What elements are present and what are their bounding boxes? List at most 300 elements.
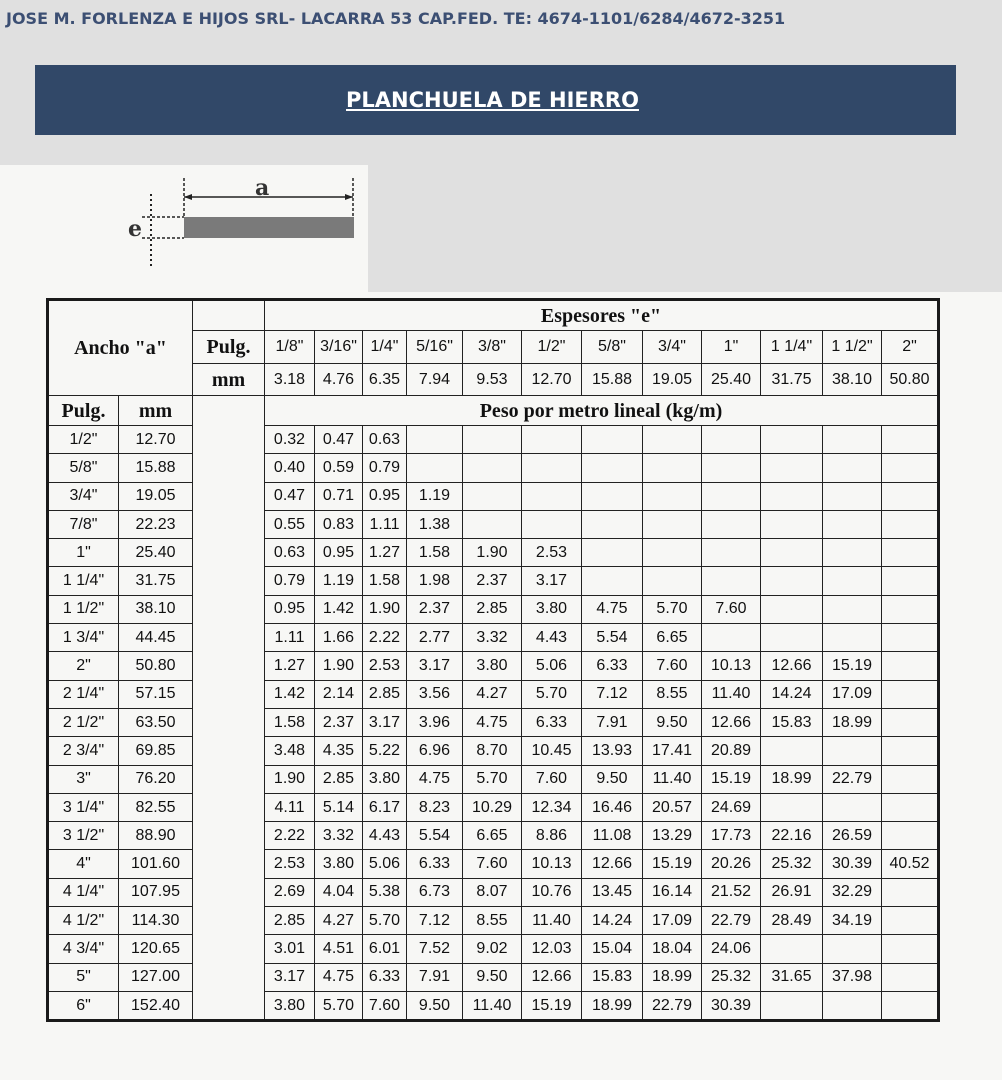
table-row — [48, 822, 939, 850]
weight-cell: 2.69 — [265, 878, 315, 906]
weight-cell — [702, 567, 761, 595]
weight-cell: 7.91 — [582, 708, 643, 736]
width-mm-cell: 107.95 — [119, 878, 193, 906]
weight-cell: 3.80 — [463, 652, 522, 680]
peso-header: Peso por metro lineal (kg/m) — [265, 396, 939, 426]
weight-cell: 14.24 — [761, 680, 823, 708]
weight-cell — [582, 426, 643, 454]
weight-cell — [882, 963, 939, 991]
pulg-label: Pulg. — [193, 331, 265, 364]
weight-cell: 1.90 — [463, 539, 522, 567]
weight-cell: 6.65 — [463, 822, 522, 850]
weight-cell: 8.70 — [463, 737, 522, 765]
weight-cell — [882, 567, 939, 595]
weight-cell: 22.79 — [823, 765, 882, 793]
weight-cell: 20.57 — [643, 793, 702, 821]
weight-cell: 11.40 — [702, 680, 761, 708]
weight-cell — [882, 878, 939, 906]
weight-cell — [823, 454, 882, 482]
width-pulg-cell: 3/4" — [48, 482, 119, 510]
weight-cell: 6.96 — [407, 737, 463, 765]
weight-cell: 18.99 — [761, 765, 823, 793]
width-pulg-cell: 5" — [48, 963, 119, 991]
weight-cell: 3.96 — [407, 708, 463, 736]
weight-cell: 13.45 — [582, 878, 643, 906]
weight-cell: 14.24 — [582, 907, 643, 935]
width-pulg-cell: 4 1/2" — [48, 907, 119, 935]
weight-cell: 2.37 — [407, 595, 463, 623]
weight-cell: 12.66 — [582, 850, 643, 878]
width-mm-cell: 22.23 — [119, 510, 193, 538]
weight-cell: 1.98 — [407, 567, 463, 595]
table-row — [48, 539, 939, 567]
weight-cell: 1.19 — [315, 567, 363, 595]
width-pulg-cell: 4 1/4" — [48, 878, 119, 906]
weight-cell: 1.90 — [265, 765, 315, 793]
weight-cell — [761, 935, 823, 963]
weight-cell — [882, 539, 939, 567]
weight-cell: 2.85 — [265, 907, 315, 935]
weight-cell — [882, 652, 939, 680]
weight-cell: 4.75 — [463, 708, 522, 736]
weight-cell: 2.53 — [363, 652, 407, 680]
width-mm-cell: 38.10 — [119, 595, 193, 623]
weight-cell: 8.07 — [463, 878, 522, 906]
weight-cell: 1.27 — [265, 652, 315, 680]
weight-cell — [702, 426, 761, 454]
weight-cell: 2.85 — [463, 595, 522, 623]
table-row — [48, 878, 939, 906]
weight-cell: 4.27 — [315, 907, 363, 935]
width-mm-cell: 44.45 — [119, 624, 193, 652]
weight-cell: 21.52 — [702, 878, 761, 906]
weight-cell — [582, 510, 643, 538]
weight-cell: 12.66 — [702, 708, 761, 736]
weight-cell: 3.32 — [315, 822, 363, 850]
weight-cell: 15.04 — [582, 935, 643, 963]
weight-cell: 22.79 — [702, 907, 761, 935]
width-mm-cell: 76.20 — [119, 765, 193, 793]
table-row — [48, 708, 939, 736]
weight-cell: 3.01 — [265, 935, 315, 963]
thickness-pulg-cell: 1/2" — [522, 331, 582, 364]
weight-cell — [522, 426, 582, 454]
weight-cell: 13.29 — [643, 822, 702, 850]
weight-cell: 0.79 — [363, 454, 407, 482]
table-row — [48, 737, 939, 765]
weight-cell: 1.42 — [265, 680, 315, 708]
weight-cell: 37.98 — [823, 963, 882, 991]
thickness-pulg-cell: 2" — [882, 331, 939, 364]
width-mm-cell: 19.05 — [119, 482, 193, 510]
width-pulg-cell: 1/2" — [48, 426, 119, 454]
width-mm-cell: 15.88 — [119, 454, 193, 482]
weight-cell: 6.33 — [582, 652, 643, 680]
weight-cell: 26.59 — [823, 822, 882, 850]
width-pulg-cell: 2 1/2" — [48, 708, 119, 736]
thickness-pulg-cell: 1/4" — [363, 331, 407, 364]
col-mm-header: mm — [119, 396, 193, 426]
weight-cell — [882, 510, 939, 538]
thickness-pulg-cell: 1 1/2" — [823, 331, 882, 364]
weight-cell — [463, 426, 522, 454]
weight-cell: 7.60 — [643, 652, 702, 680]
width-mm-cell: 63.50 — [119, 708, 193, 736]
weight-cell — [643, 539, 702, 567]
weight-cell — [761, 624, 823, 652]
weight-cell: 0.95 — [265, 595, 315, 623]
weight-cell — [643, 454, 702, 482]
weight-cell: 2.85 — [315, 765, 363, 793]
weight-cell: 2.85 — [363, 680, 407, 708]
weight-cell: 3.17 — [407, 652, 463, 680]
weight-cell: 9.50 — [643, 708, 702, 736]
weight-cell — [882, 426, 939, 454]
weight-cell — [761, 595, 823, 623]
ancho-header: Ancho "a" — [48, 300, 193, 396]
width-mm-cell: 12.70 — [119, 426, 193, 454]
thickness-mm-cell: 7.94 — [407, 364, 463, 396]
weight-cell: 1.58 — [265, 708, 315, 736]
weight-cell: 2.22 — [363, 624, 407, 652]
weight-cell — [463, 454, 522, 482]
weight-cell — [582, 539, 643, 567]
mm-label: mm — [193, 364, 265, 396]
title-banner — [35, 65, 956, 135]
weight-cell: 2.37 — [463, 567, 522, 595]
weight-cell — [761, 991, 823, 1020]
weight-cell: 20.89 — [702, 737, 761, 765]
col-pulg-header: Pulg. — [48, 396, 119, 426]
weight-cell — [882, 765, 939, 793]
weight-cell: 7.60 — [463, 850, 522, 878]
weight-cell — [522, 482, 582, 510]
table-row — [48, 567, 939, 595]
width-mm-cell: 82.55 — [119, 793, 193, 821]
weight-cell: 18.99 — [823, 708, 882, 736]
width-pulg-cell: 3 1/2" — [48, 822, 119, 850]
weight-cell: 5.70 — [463, 765, 522, 793]
thickness-mm-cell: 4.76 — [315, 364, 363, 396]
weight-cell: 28.49 — [761, 907, 823, 935]
weight-cell: 1.42 — [315, 595, 363, 623]
table-row — [48, 935, 939, 963]
weight-cell: 7.12 — [582, 680, 643, 708]
weight-cell: 5.54 — [407, 822, 463, 850]
weight-cell — [761, 567, 823, 595]
weight-cell — [882, 624, 939, 652]
weight-cell: 5.06 — [363, 850, 407, 878]
weight-cell: 1.11 — [363, 510, 407, 538]
weight-cell: 9.02 — [463, 935, 522, 963]
label-e: e — [128, 216, 142, 242]
weight-cell — [582, 454, 643, 482]
table-row — [48, 510, 939, 538]
width-pulg-cell: 4" — [48, 850, 119, 878]
weight-cell — [522, 454, 582, 482]
weight-cell: 3.80 — [522, 595, 582, 623]
width-mm-cell: 120.65 — [119, 935, 193, 963]
weight-cell — [882, 595, 939, 623]
weight-cell — [702, 539, 761, 567]
blank-column — [193, 396, 265, 1021]
weight-cell: 15.19 — [522, 991, 582, 1020]
weight-cell: 17.09 — [643, 907, 702, 935]
weight-cell — [643, 482, 702, 510]
weight-cell: 18.99 — [582, 991, 643, 1020]
table-row — [48, 963, 939, 991]
width-pulg-cell: 5/8" — [48, 454, 119, 482]
thickness-mm-cell: 3.18 — [265, 364, 315, 396]
weight-cell: 15.83 — [582, 963, 643, 991]
weight-cell: 5.70 — [363, 907, 407, 935]
table-row — [48, 454, 939, 482]
width-mm-cell: 88.90 — [119, 822, 193, 850]
weight-cell: 1.27 — [363, 539, 407, 567]
weight-cell — [407, 454, 463, 482]
table-row — [48, 680, 939, 708]
weight-cell: 17.73 — [702, 822, 761, 850]
weight-cell: 0.83 — [315, 510, 363, 538]
weight-cell — [823, 737, 882, 765]
table-row — [48, 765, 939, 793]
weight-cell: 10.29 — [463, 793, 522, 821]
weight-cell: 12.66 — [522, 963, 582, 991]
table-row — [48, 482, 939, 510]
weight-cell: 0.63 — [265, 539, 315, 567]
weight-cell: 0.79 — [265, 567, 315, 595]
width-mm-cell: 101.60 — [119, 850, 193, 878]
weight-cell: 4.04 — [315, 878, 363, 906]
weight-cell — [882, 907, 939, 935]
weight-cell: 15.19 — [643, 850, 702, 878]
weight-cell — [702, 482, 761, 510]
espesores-header: Espesores "e" — [265, 300, 939, 331]
thickness-mm-cell: 12.70 — [522, 364, 582, 396]
weight-cell: 0.47 — [265, 482, 315, 510]
width-pulg-cell: 1" — [48, 539, 119, 567]
weight-cell — [882, 822, 939, 850]
weight-cell: 15.19 — [823, 652, 882, 680]
width-pulg-cell: 2" — [48, 652, 119, 680]
page-title: PLANCHUELA DE HIERRO — [346, 88, 639, 112]
table-row — [48, 624, 939, 652]
weight-cell: 0.95 — [315, 539, 363, 567]
table-row — [48, 426, 939, 454]
weight-cell: 4.11 — [265, 793, 315, 821]
weight-cell — [882, 680, 939, 708]
company-header: JOSE M. FORLENZA E HIJOS SRL- LACARRA 53 CAP.FED. TE: 4674-1101/6284/4672-3251 — [6, 9, 786, 28]
weight-cell: 3.17 — [363, 708, 407, 736]
thickness-mm-cell: 31.75 — [761, 364, 823, 396]
weight-cell — [823, 935, 882, 963]
weight-cell: 7.91 — [407, 963, 463, 991]
weight-cell: 1.19 — [407, 482, 463, 510]
thickness-pulg-cell: 1 1/4" — [761, 331, 823, 364]
weight-cell: 30.39 — [823, 850, 882, 878]
width-pulg-cell: 1 1/4" — [48, 567, 119, 595]
weight-cell: 0.71 — [315, 482, 363, 510]
weight-cell: 15.19 — [702, 765, 761, 793]
weight-cell: 6.33 — [363, 963, 407, 991]
weight-cell: 3.32 — [463, 624, 522, 652]
weight-cell — [761, 426, 823, 454]
weight-cell: 2.22 — [265, 822, 315, 850]
weight-cell: 18.04 — [643, 935, 702, 963]
weight-cell: 26.91 — [761, 878, 823, 906]
weight-cell: 9.50 — [582, 765, 643, 793]
thickness-pulg-cell: 1/8" — [265, 331, 315, 364]
weight-cell: 24.06 — [702, 935, 761, 963]
weight-cell: 18.99 — [643, 963, 702, 991]
table-row — [48, 595, 939, 623]
weight-cell: 5.70 — [315, 991, 363, 1020]
weight-cell: 3.17 — [265, 963, 315, 991]
weight-cell — [823, 595, 882, 623]
weight-cell: 6.73 — [407, 878, 463, 906]
thickness-mm-cell: 15.88 — [582, 364, 643, 396]
weight-cell: 3.17 — [522, 567, 582, 595]
width-pulg-cell: 2 3/4" — [48, 737, 119, 765]
weight-cell: 0.55 — [265, 510, 315, 538]
weight-cell — [882, 482, 939, 510]
weight-cell — [823, 567, 882, 595]
weight-cell: 11.40 — [643, 765, 702, 793]
weight-cell: 31.65 — [761, 963, 823, 991]
weight-cell: 6.17 — [363, 793, 407, 821]
weight-cell: 4.51 — [315, 935, 363, 963]
table-row — [48, 907, 939, 935]
width-mm-cell: 57.15 — [119, 680, 193, 708]
thickness-pulg-cell: 5/8" — [582, 331, 643, 364]
weight-cell: 5.54 — [582, 624, 643, 652]
weight-cell: 10.76 — [522, 878, 582, 906]
width-mm-cell: 25.40 — [119, 539, 193, 567]
weight-cell: 7.12 — [407, 907, 463, 935]
weight-cell: 4.43 — [522, 624, 582, 652]
thickness-pulg-cell: 1" — [702, 331, 761, 364]
weight-cell: 6.65 — [643, 624, 702, 652]
weight-cell: 11.40 — [463, 991, 522, 1020]
weight-cell: 8.23 — [407, 793, 463, 821]
background-panel — [368, 165, 1002, 292]
weight-cell: 11.40 — [522, 907, 582, 935]
corner-cell — [193, 300, 265, 331]
weight-cell — [882, 991, 939, 1020]
thickness-mm-cell: 19.05 — [643, 364, 702, 396]
weight-cell: 6.01 — [363, 935, 407, 963]
table-row — [48, 850, 939, 878]
weight-cell — [823, 991, 882, 1020]
thickness-pulg-cell: 3/4" — [643, 331, 702, 364]
weight-cell: 1.38 — [407, 510, 463, 538]
weight-cell: 5.70 — [643, 595, 702, 623]
weight-cell — [882, 935, 939, 963]
weight-cell: 8.55 — [643, 680, 702, 708]
weight-cell: 4.43 — [363, 822, 407, 850]
weight-cell — [761, 793, 823, 821]
weight-cell: 1.58 — [407, 539, 463, 567]
width-pulg-cell: 1 3/4" — [48, 624, 119, 652]
weight-cell: 12.34 — [522, 793, 582, 821]
table-row — [48, 793, 939, 821]
width-pulg-cell: 6" — [48, 991, 119, 1020]
weight-cell — [823, 426, 882, 454]
weight-cell: 30.39 — [702, 991, 761, 1020]
weight-cell: 2.77 — [407, 624, 463, 652]
weight-cell: 1.58 — [363, 567, 407, 595]
weight-cell — [761, 510, 823, 538]
weight-cell — [643, 510, 702, 538]
weight-cell — [761, 539, 823, 567]
width-mm-cell: 31.75 — [119, 567, 193, 595]
weight-cell — [463, 482, 522, 510]
weight-cell — [761, 737, 823, 765]
weight-cell — [882, 708, 939, 736]
weight-cell: 2.14 — [315, 680, 363, 708]
width-mm-cell: 152.40 — [119, 991, 193, 1020]
weight-cell: 40.52 — [882, 850, 939, 878]
weight-cell: 10.13 — [522, 850, 582, 878]
weight-cell: 4.75 — [582, 595, 643, 623]
weight-cell: 13.93 — [582, 737, 643, 765]
thickness-mm-cell: 38.10 — [823, 364, 882, 396]
weight-cell: 8.55 — [463, 907, 522, 935]
weight-cell: 10.13 — [702, 652, 761, 680]
weight-cell: 0.95 — [363, 482, 407, 510]
thickness-pulg-cell: 3/16" — [315, 331, 363, 364]
weight-cell: 0.40 — [265, 454, 315, 482]
weight-cell: 4.27 — [463, 680, 522, 708]
width-mm-cell: 127.00 — [119, 963, 193, 991]
width-pulg-cell: 2 1/4" — [48, 680, 119, 708]
weight-cell: 4.75 — [315, 963, 363, 991]
weight-cell: 6.33 — [407, 850, 463, 878]
weight-cell: 11.08 — [582, 822, 643, 850]
weight-cell: 12.03 — [522, 935, 582, 963]
weight-cell: 0.59 — [315, 454, 363, 482]
thickness-mm-cell: 6.35 — [363, 364, 407, 396]
weight-cell — [702, 624, 761, 652]
weight-cell: 3.80 — [315, 850, 363, 878]
weight-cell: 0.47 — [315, 426, 363, 454]
weight-cell: 1.11 — [265, 624, 315, 652]
thickness-mm-cell: 50.80 — [882, 364, 939, 396]
weight-cell: 12.66 — [761, 652, 823, 680]
weight-cell — [407, 426, 463, 454]
weight-cell — [761, 454, 823, 482]
weight-cell: 17.41 — [643, 737, 702, 765]
weight-cell — [882, 454, 939, 482]
weight-cell: 22.16 — [761, 822, 823, 850]
weight-cell: 6.33 — [522, 708, 582, 736]
weight-cell: 5.14 — [315, 793, 363, 821]
weight-cell: 17.09 — [823, 680, 882, 708]
thickness-pulg-cell: 3/8" — [463, 331, 522, 364]
thickness-pulg-cell: 5/16" — [407, 331, 463, 364]
width-pulg-cell: 1 1/2" — [48, 595, 119, 623]
weight-cell: 7.52 — [407, 935, 463, 963]
weight-cell: 22.79 — [643, 991, 702, 1020]
weight-cell: 5.38 — [363, 878, 407, 906]
weight-cell: 3.56 — [407, 680, 463, 708]
weight-cell: 7.60 — [522, 765, 582, 793]
weight-cell: 3.48 — [265, 737, 315, 765]
weight-cell — [823, 793, 882, 821]
weight-cell: 5.22 — [363, 737, 407, 765]
weight-cell: 10.45 — [522, 737, 582, 765]
weight-cell — [823, 510, 882, 538]
